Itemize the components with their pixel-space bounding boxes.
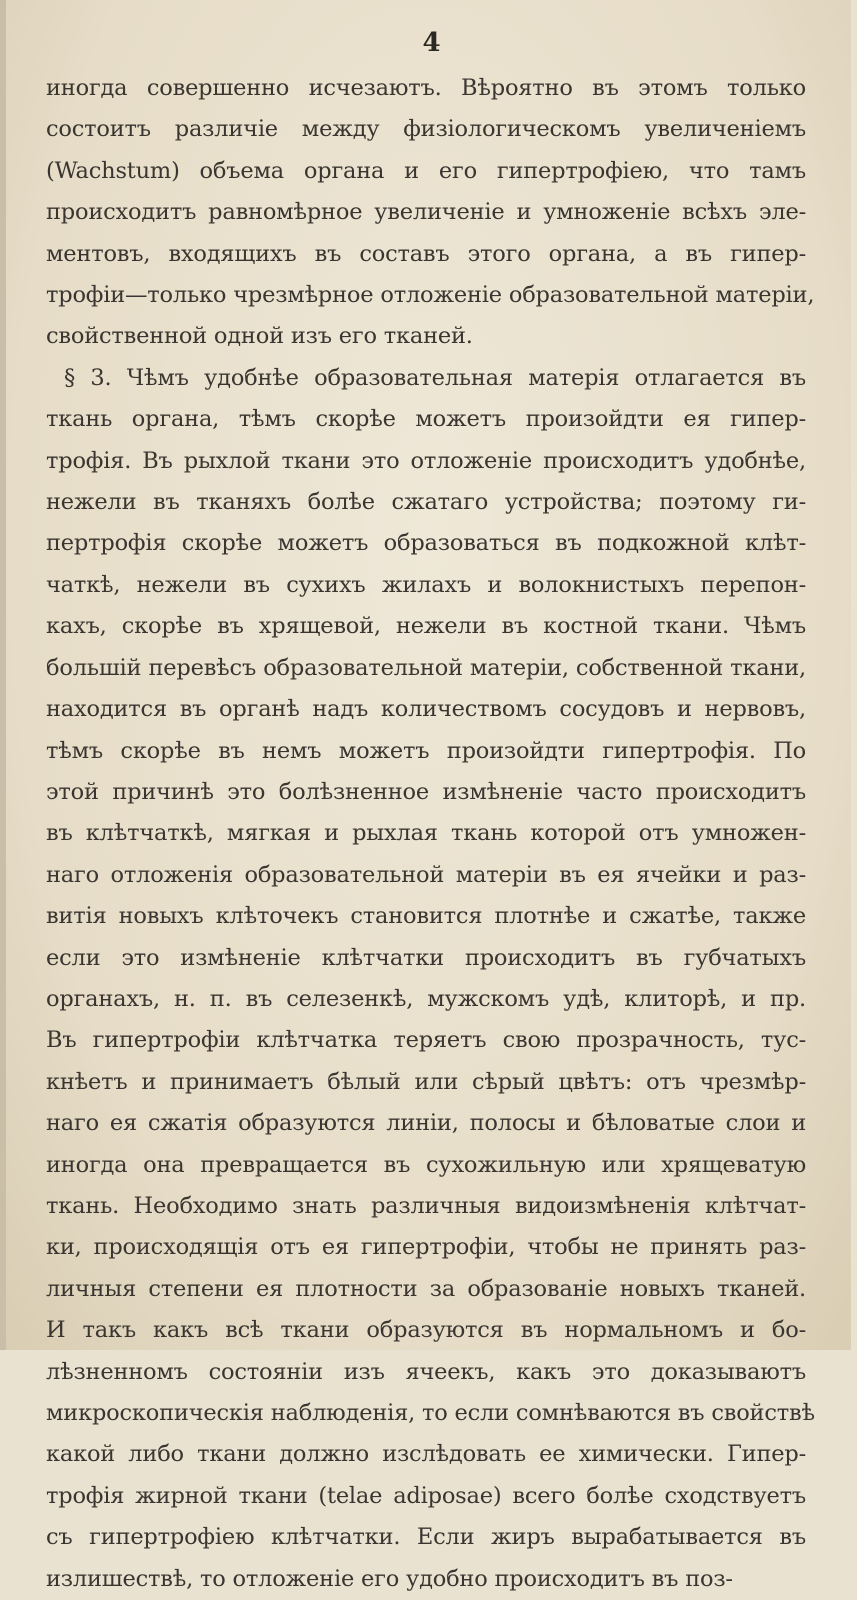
text-line: трофіи—только чрезмѣрное отложеніе образовательной матеріи, (46, 282, 815, 309)
text-line: въ клѣтчаткѣ, мягкая и рыхлая ткань которой отъ умножен- (46, 820, 806, 847)
text-line: органахъ, н. п. въ селезенкѣ, мужскомъ удѣ, клиторѣ, и пр. (46, 985, 806, 1012)
text-line: наго ея сжатія образуются линіи, полосы и бѣловатые слои и (46, 1110, 806, 1137)
text-line: какой либо ткани должно изслѣдовать ее химически. Гипер- (46, 1441, 806, 1468)
text-line: витія новыхъ клѣточекъ становится плотнѣе и сжатѣе, также (46, 903, 806, 930)
text-line: трофія. Въ рыхлой ткани это отложеніе происходитъ удобнѣе, (46, 447, 806, 474)
text-line: большій перевѣсъ образовательной матеріи, собственной ткани, (46, 654, 806, 681)
text-line: (Wachstum) объема органа и его гипертрофіею, что тамъ (46, 157, 806, 184)
text-line: личныя степени ея плотности за образованіе новыхъ тканей. (46, 1275, 806, 1302)
text-line: И такъ какъ всѣ ткани образуются въ нормальномъ и бо- (46, 1317, 806, 1344)
text-line: иногда она превращается въ сухожильную или хрящеватую (46, 1151, 806, 1178)
text-line: § 3. Чѣмъ удобнѣе образовательная матерія отлагается въ (64, 364, 806, 391)
text-line: состоитъ различіе между физіологическомъ увеличеніемъ (46, 116, 806, 143)
text-line: тѣмъ скорѣе въ немъ можетъ произойдти гипертрофія. По (46, 737, 806, 764)
text-line: пертрофія скорѣе можетъ образоваться въ подкожной клѣт- (46, 530, 806, 557)
text-line: ки, происходящія отъ ея гипертрофіи, чтобы не принять раз- (46, 1234, 806, 1261)
text-line: кнѣетъ и принимаетъ бѣлый или сѣрый цвѣтъ: отъ чрезмѣр- (46, 1068, 806, 1095)
text-line: ткань. Необходимо знать различныя видоизмѣненія клѣтчат- (46, 1192, 806, 1219)
text-line: находится въ органѣ надъ количествомъ сосудовъ и нервовъ, (46, 696, 806, 723)
text-line: микроскопическія наблюденія, то если сомнѣваются въ свойствѣ (46, 1400, 815, 1426)
text-line: ткань органа, тѣмъ скорѣе можетъ произойдти ея гипер- (46, 406, 806, 433)
text-line: излишествѣ, то отложеніе его удобно происходитъ въ поз- (46, 1565, 733, 1592)
text-line: свойственной одной изъ его тканей. (46, 323, 473, 350)
body-text (46, 68, 815, 1600)
page-number: 4 (422, 28, 441, 58)
text-line: лѣзненномъ состояніи изъ ячеекъ, какъ это доказываютъ (46, 1358, 806, 1385)
text-line: происходитъ равномѣрное увеличеніе и умноженіе всѣхъ эле- (46, 199, 806, 226)
text-line: Въ гипертрофіи клѣтчатка теряетъ свою прозрачность, тус- (46, 1027, 806, 1054)
text-line: этой причинѣ это болѣзненное измѣненіе часто происходитъ (46, 778, 806, 805)
text-line: нежели въ тканяхъ болѣе сжатаго устройства; поэтому ги- (46, 489, 806, 516)
text-line: кахъ, скорѣе въ хрящевой, нежели въ костной ткани. Чѣмъ (46, 613, 806, 640)
text-line: наго отложенія образовательной матеріи въ ея ячейки и раз- (46, 861, 806, 888)
text-line: чаткѣ, нежели въ сухихъ жилахъ и волокнистыхъ перепон- (46, 571, 806, 598)
text-line: трофія жирной ткани (telae adiposae) всего болѣе сходствуетъ (46, 1482, 806, 1509)
text-line: иногда совершенно исчезаютъ. Вѣроятно въ этомъ только (46, 75, 806, 101)
text-line: съ гипертрофіею клѣтчатки. Если жиръ вырабатывается въ (46, 1524, 806, 1551)
text-line: ментовъ, входящихъ въ составъ этого органа, а въ гипер- (46, 240, 806, 267)
text-line: если это измѣненіе клѣтчатки происходитъ въ губчатыхъ (46, 944, 806, 971)
